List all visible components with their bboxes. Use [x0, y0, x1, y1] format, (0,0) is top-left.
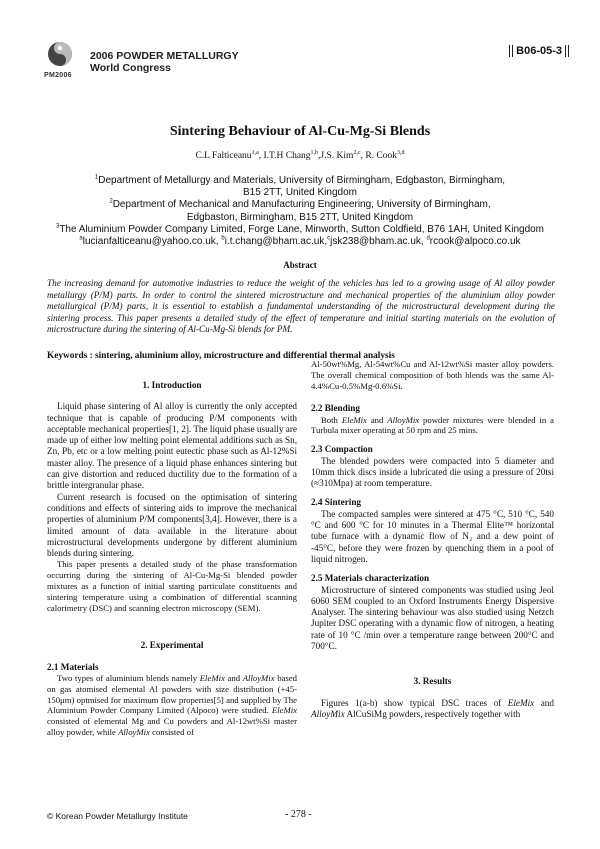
affiliation-1-cont: B15 2TT, United Kingdom: [243, 187, 357, 199]
author-name: J.S. Kim: [320, 151, 354, 161]
paragraph: Microstructure of sintered components was studied using Jeol 6060 SEM coupled to an Oxford Instruments Energy Dispersive Analyser. The sintering behaviour was also studied using Netzch Jupiter DSC operating with a dynamic flow of nitrogen, a heating rate of 10 °C /min over a temperature range between 200°C and 700°C.: [311, 584, 554, 652]
abstract-heading: Abstract: [283, 260, 317, 270]
subsection-heading-compaction: 2.3 Compaction: [311, 444, 373, 455]
conference-line-2: World Congress: [90, 62, 171, 74]
paper-title: Sintering Behaviour of Al-Cu-Mg-Si Blends: [169, 124, 431, 139]
section-heading-experimental: 2. Experimental: [140, 640, 204, 651]
subsection-heading-materials: 2.1 Materials: [47, 661, 99, 672]
author-sup: 1,b: [310, 149, 319, 156]
right-column: [311, 359, 554, 720]
left-column: [47, 380, 297, 738]
affiliation-2-cont: Edgbaston, Birmingham, B15 2TT, United Kingdom: [186, 211, 414, 223]
conference-name: [90, 50, 239, 74]
paragraph: Both EleMix and AlloyMix powder mixtures were blended in a Turbula mixer operating at 50 rpm and 25 mins.: [311, 414, 554, 436]
paragraph: Two types of aluminium blends namely EleMix and AlloyMix based on gas atomised elemental Al powders with size distribution (+45-150μm) optmised for maximum flow properties[5] and supplied by The Aluminium Powder Company Limited (Alpoco) were studied. EleMix consisted of elemental Mg and Cu powders and Al-12wt%Si master alloy powder, while AlloyMix consisted of: [47, 673, 298, 738]
abstract-body: The increasing demand for automotive industries to reduce the weight of the vehicles has led to a growing usage of Al alloy powder metallurgy (P/M) parts. In order to control the sintered microstructure and mechanical properties of the aluminium alloy powder metallurgical (P/M) parts, it is essential to establish a fundamental understanding of the microstructural development during the sintering process. This paper presents a detailed study of the effect of temperature and initial starting materials on the evolution of microstructure during the sintering of Al-Cu-Mg-Si blends for PM.: [47, 278, 555, 335]
conference-line-1: 2006 POWDER METALLURGY: [90, 50, 239, 62]
email-link[interactable]: i.t.chang@bham.ac.uk: [224, 236, 325, 248]
email-link[interactable]: lucianfalticeanu@yahoo.co.uk: [82, 236, 216, 248]
affiliation-1: $^1$Department of Metallurgy and Materials, University of Birmingham, Edgbaston, Birmingham,: [94, 174, 506, 186]
subsection-heading-blending: 2.2 Blending: [311, 403, 361, 414]
author-list: C.L Falticeanu$^{1,a}$, I.T.H Chang$^{1,b}$,J.S. Kim$^{2,c}$, R. Cook$^{3,d}$: [195, 149, 405, 161]
paragraph: Current research is focused on the optimisation of sintering conditions and effects of sintering aids to improve the mechanical properties of aluminium P/M components[3,4]. However, there is a limited amount of data available in the literature about microstructural developments undergone by different aluminium blends during sintering.: [47, 491, 297, 559]
author-name: R. Cook: [365, 151, 398, 161]
paragraph: The compacted samples were sintered at 475 °C, 510 °C, 540 °C and 600 °C for 10 minutes in a Thermal Elite™ horizontal tube furnace with a dynamic flow of N₂ and a dew point of -45°C, before they were frozen by quenching them in a pool of liquid nitrogen.: [311, 508, 554, 564]
email-line: $^a$lucianfalticeanu@yahoo.co.uk, $^b$i.t.chang@bham.ac.uk,$^c$jsk238@bham.ac.uk, $^d$rcook@alpoco.co.uk: [79, 235, 521, 248]
author-name: C.L Falticeanu: [195, 151, 252, 161]
paragraph: Liquid phase sintering of Al alloy is currently the only accepted technique that is capable of producing P/M components with acceptable mechanical properties[1, 2]. The liquid phase usually are made up of either low melting point elemental additions such as Sn, Zn, Pb, etc or a low melting point eutectic phase such as Al-12%Si master alloy. The presence of a liquid phase enhances sintering but can give distortion and reduced ductility due to the formation of a brittle intergranular phase.: [47, 401, 297, 491]
footer-copyright: © Korean Powder Metallurgy Institute: [47, 811, 188, 821]
keywords: Keywords : sintering, aluminium alloy, microstructure and differential thermal analysis: [47, 351, 395, 361]
section-heading-introduction: 1. Introduction: [142, 380, 202, 390]
affiliation-3: $^3$The Aluminium Powder Company Limited, Forge Lane, Minworth, Sutton Coldfield, B76 1AH, United Kingdom: [55, 223, 545, 235]
paragraph: This paper presents a detailed study of the phase transformation occurring during the sintering of Al-Cu-Mg-Si blended powder mixtures as a function of initial starting particulate constituents and sintering temperature using a combination of differential scanning calorimetry (DSC) and scanning electron microscopy (SEM).: [47, 559, 297, 613]
logo-year: PM2006: [44, 72, 72, 79]
paragraph: The blended powders were compacted into 5 diameter and 10mm thick discs inside a lubricated die using a pressure of 20tsi (≈310Mpa) at room temperature.: [311, 455, 554, 489]
paper-code: B06-05-3: [509, 45, 569, 57]
author-sup: 3,d: [397, 149, 405, 156]
email-link[interactable]: jsk238@bham.ac.uk: [330, 236, 421, 248]
paragraph: Al-50wt%Mg, Al-54wt%Cu and Al-12wt%Si master alloy powders. The overall chemical composition of both blends was the same Al-4.4%Cu-0.5%Mg-0.6%Si.: [311, 359, 554, 391]
subsection-heading-materials-characterization: 2.5 Materials characterization: [311, 573, 430, 584]
page-number: - 278 -: [285, 809, 312, 820]
section-heading-results: 3. Results: [413, 676, 452, 687]
email-link[interactable]: rcook@alpoco.co.uk: [429, 236, 521, 248]
subsection-heading-sintering: 2.4 Sintering: [311, 497, 362, 508]
affiliation-2: $^2$Department of Mechanical and Manufacturing Engineering, University of Birmingham,: [109, 199, 491, 211]
author-name: I.T.H Chang: [263, 151, 311, 161]
pm2006-logo-icon: [47, 40, 73, 68]
author-sup: 1,a: [251, 149, 259, 156]
author-sup: 2,c: [353, 149, 361, 156]
affiliations: [0, 175, 600, 248]
paragraph: Figures 1(a-b) show typical DSC traces of EleMix and AlloyMix AlCuSiMg powders, respectively together with: [311, 697, 554, 719]
